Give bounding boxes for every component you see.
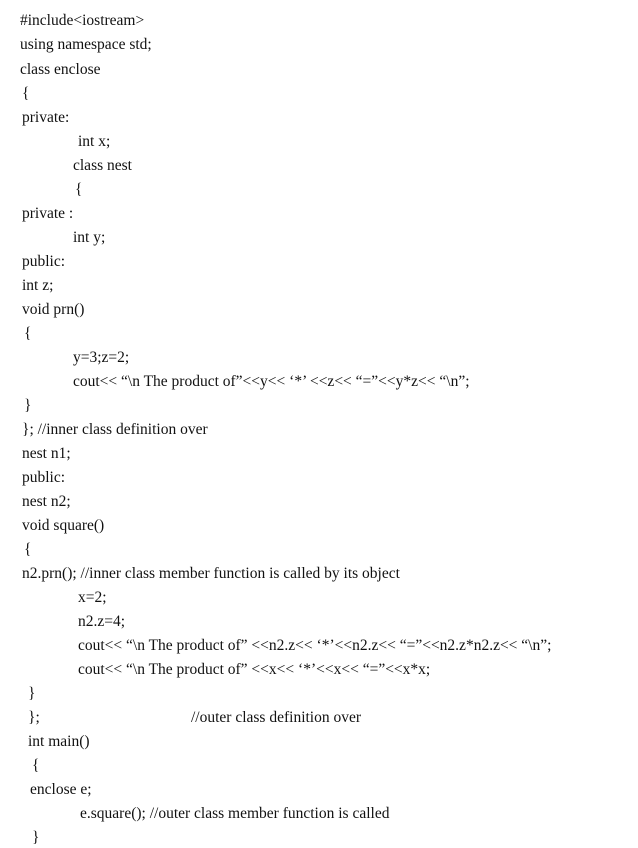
code-line-cout-yz: cout<< “\n The product of”<<y<< ‘*’ <<z<< “=”<<y*z<< “\n”; <box>73 373 470 390</box>
code-line-assign-yz: y=3;z=2; <box>73 349 130 366</box>
code-line-outer-class-over: //outer class definition over <box>191 709 362 726</box>
code-line-include: #include<iostream> <box>20 12 145 29</box>
code-line-e-square-call: e.square(); //outer class member function is called <box>80 805 390 822</box>
code-line-int-z: int z; <box>22 277 54 294</box>
code-line-void-prn: void prn() <box>22 301 85 318</box>
code-line-n2z-assign: n2.z=4; <box>78 613 126 630</box>
code-line-x-assign: x=2; <box>78 589 107 606</box>
code-line-n2-prn-call: n2.prn(); //inner class member function is called by its object <box>22 565 400 582</box>
code-line-namespace: using namespace std; <box>20 36 152 53</box>
code-line-enclose-public: public: <box>22 469 66 486</box>
code-line-enclose-e: enclose e; <box>30 781 92 798</box>
code-line-square-close-brace: } <box>28 685 36 702</box>
code-line-int-y: int y; <box>73 229 106 246</box>
code-line-nest-public: public: <box>22 253 66 270</box>
code-line-open-brace: { <box>22 85 30 102</box>
code-line-square-open-brace: { <box>24 541 32 558</box>
code-line-nest-private: private : <box>22 205 74 222</box>
code-line-class-enclose: class enclose <box>20 61 101 78</box>
code-line-enclose-close: }; <box>28 709 40 726</box>
code-line-nest-n2: nest n2; <box>22 493 71 510</box>
code-line-prn-open-brace: { <box>24 325 32 342</box>
code-line-private: private: <box>22 109 70 126</box>
code-line-int-main: int main() <box>28 733 90 750</box>
code-line-void-square: void square() <box>22 517 105 534</box>
code-line-inner-class-over: }; //inner class definition over <box>22 421 208 438</box>
code-line-int-x: int x; <box>78 133 111 150</box>
code-line-main-close-brace: } <box>32 829 40 846</box>
code-line-cout-x: cout<< “\n The product of” <<x<< ‘*’<<x<< “=”<<x*x; <box>78 661 431 678</box>
code-line-nest-open-brace: { <box>75 181 83 198</box>
code-line-nest-n1: nest n1; <box>22 445 71 462</box>
code-line-cout-n2z: cout<< “\n The product of” <<n2.z<< ‘*’<<n2.z<< “=”<<n2.z*n2.z<< “\n”; <box>78 637 552 654</box>
code-line-prn-close-brace: } <box>24 397 32 414</box>
code-line-main-open-brace: { <box>32 757 40 774</box>
code-line-class-nest: class nest <box>73 157 132 174</box>
